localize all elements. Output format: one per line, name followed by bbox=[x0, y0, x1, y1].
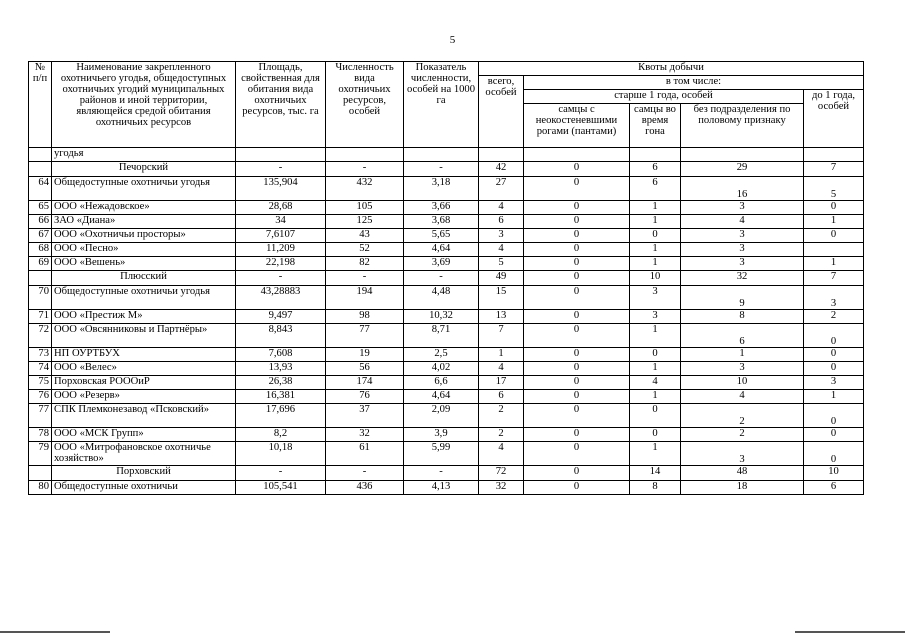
cell-area: 16,381 bbox=[236, 390, 326, 404]
cell-population: 77 bbox=[326, 324, 404, 348]
area-name: ООО «Вешень» bbox=[52, 257, 236, 271]
cell-males-antlers: 0 bbox=[524, 177, 630, 201]
table-row bbox=[29, 324, 864, 348]
cell-total: 4 bbox=[479, 243, 524, 257]
row-number: 65 bbox=[29, 201, 52, 215]
cell-total: 49 bbox=[479, 271, 524, 286]
cell-density: 4,64 bbox=[404, 390, 479, 404]
cell-density: 3,69 bbox=[404, 257, 479, 271]
cell-total: 2 bbox=[479, 428, 524, 442]
cell-males-rut: 1 bbox=[630, 442, 681, 466]
cell-density: - bbox=[404, 162, 479, 177]
cell-population: 432 bbox=[326, 177, 404, 201]
cell-males-antlers: 0 bbox=[524, 286, 630, 310]
cell-males-rut: 1 bbox=[630, 257, 681, 271]
cell-young: 10 bbox=[804, 466, 864, 481]
cell-population: 37 bbox=[326, 404, 404, 428]
hunting-quota-table bbox=[28, 61, 864, 495]
cell-density: 8,71 bbox=[404, 324, 479, 348]
cell-males-rut: 6 bbox=[630, 177, 681, 201]
scan-edge-right bbox=[795, 631, 905, 633]
header-males-rut: самцы во время гона bbox=[630, 104, 681, 148]
cell-no-gender: 3 bbox=[681, 243, 804, 257]
area-name: Общедоступные охотничьи угодья bbox=[52, 286, 236, 310]
cell-males-rut: 1 bbox=[630, 243, 681, 257]
cell-population: 174 bbox=[326, 376, 404, 390]
cell-no-gender: 9 bbox=[681, 286, 804, 310]
cell-young: 2 bbox=[804, 310, 864, 324]
cell-males-rut: 1 bbox=[630, 201, 681, 215]
cell-young: 1 bbox=[804, 257, 864, 271]
table-row bbox=[29, 390, 864, 404]
cell-males-rut: 3 bbox=[630, 310, 681, 324]
cell-males-antlers: 0 bbox=[524, 442, 630, 466]
cell-young: 5 bbox=[804, 177, 864, 201]
table-header bbox=[29, 62, 864, 148]
cell-young bbox=[804, 243, 864, 257]
header-name: Наименование закрепленного охотничьего угодья, общедоступных охотничьих угодий муниципальных районов и иной территории, являющейся средой обитания охотничьих ресурсов bbox=[52, 62, 236, 148]
header-area: Площадь, свойственная для обитания вида охотничьих ресурсов, тыс. га bbox=[236, 62, 326, 148]
cell-young: 7 bbox=[804, 271, 864, 286]
cell-area: 22,198 bbox=[236, 257, 326, 271]
cell-population: 98 bbox=[326, 310, 404, 324]
cell-males-antlers: 0 bbox=[524, 310, 630, 324]
cell-density: 4,48 bbox=[404, 286, 479, 310]
table-row bbox=[29, 376, 864, 390]
cell-males-antlers: 0 bbox=[524, 481, 630, 495]
region-name: Порховский bbox=[52, 466, 236, 481]
header-including: в том числе: bbox=[524, 76, 864, 90]
row-number: 71 bbox=[29, 310, 52, 324]
cell-population: 125 bbox=[326, 215, 404, 229]
header-quotas: Квоты добычи bbox=[479, 62, 864, 76]
cell-no-gender: 3 bbox=[681, 442, 804, 466]
cell-area: 8,2 bbox=[236, 428, 326, 442]
cell-males-antlers: 0 bbox=[524, 348, 630, 362]
row-number: 79 bbox=[29, 442, 52, 466]
area-name: ООО «Овсянниковы и Партнёры» bbox=[52, 324, 236, 348]
table-row bbox=[29, 229, 864, 243]
cell-area: - bbox=[236, 466, 326, 481]
cell-density: 5,99 bbox=[404, 442, 479, 466]
cell-total: 6 bbox=[479, 215, 524, 229]
cell-area: 17,696 bbox=[236, 404, 326, 428]
cell-young: 0 bbox=[804, 229, 864, 243]
cell-area: 13,93 bbox=[236, 362, 326, 376]
cell-males-antlers: 0 bbox=[524, 271, 630, 286]
header-males-antlers: самцы с неокостеневшими рогами (пантами) bbox=[524, 104, 630, 148]
table-body bbox=[29, 148, 864, 495]
row-number: 67 bbox=[29, 229, 52, 243]
row-number: 72 bbox=[29, 324, 52, 348]
cell-young: 1 bbox=[804, 390, 864, 404]
continuation-row bbox=[29, 148, 864, 162]
cell-total: 6 bbox=[479, 390, 524, 404]
cell-total: 17 bbox=[479, 376, 524, 390]
cell-density: 4,02 bbox=[404, 362, 479, 376]
cell-males-rut: 6 bbox=[630, 162, 681, 177]
cell-no-gender: 8 bbox=[681, 310, 804, 324]
cell-population: 19 bbox=[326, 348, 404, 362]
region-name: Плюсский bbox=[52, 271, 236, 286]
cell-population: 194 bbox=[326, 286, 404, 310]
area-name: ООО «Резерв» bbox=[52, 390, 236, 404]
cell-population: 56 bbox=[326, 362, 404, 376]
cell-young: 3 bbox=[804, 376, 864, 390]
cell-no-gender: 4 bbox=[681, 215, 804, 229]
row-number: 74 bbox=[29, 362, 52, 376]
cell-total: 5 bbox=[479, 257, 524, 271]
cell-males-rut: 3 bbox=[630, 286, 681, 310]
cell-area: 135,904 bbox=[236, 177, 326, 201]
region-name: Печорский bbox=[52, 162, 236, 177]
cell-area: 7,6107 bbox=[236, 229, 326, 243]
cell-total: 13 bbox=[479, 310, 524, 324]
cell-males-rut: 1 bbox=[630, 215, 681, 229]
cell-males-rut: 14 bbox=[630, 466, 681, 481]
cell-population: - bbox=[326, 466, 404, 481]
table-row bbox=[29, 310, 864, 324]
cell-density: - bbox=[404, 466, 479, 481]
scan-edge-left bbox=[0, 631, 110, 633]
row-number: 77 bbox=[29, 404, 52, 428]
area-name: Порховская РОООиР bbox=[52, 376, 236, 390]
cell-young: 0 bbox=[804, 348, 864, 362]
table-row bbox=[29, 442, 864, 466]
region-subtotal-row bbox=[29, 466, 864, 481]
cell-total: 3 bbox=[479, 229, 524, 243]
cell-no-gender: 3 bbox=[681, 201, 804, 215]
cell-males-rut: 0 bbox=[630, 348, 681, 362]
cell-no-gender: 29 bbox=[681, 162, 804, 177]
cell-density: 5,65 bbox=[404, 229, 479, 243]
cell-males-antlers: 0 bbox=[524, 243, 630, 257]
cell-area: 28,68 bbox=[236, 201, 326, 215]
table-row bbox=[29, 215, 864, 229]
cell-males-antlers: 0 bbox=[524, 229, 630, 243]
cell-total: 32 bbox=[479, 481, 524, 495]
area-name: ООО «Престиж М» bbox=[52, 310, 236, 324]
cell-males-rut: 8 bbox=[630, 481, 681, 495]
row-number bbox=[29, 271, 52, 286]
header-older: старше 1 года, особей bbox=[524, 90, 804, 104]
area-name: ООО «Велес» bbox=[52, 362, 236, 376]
cell-males-rut: 1 bbox=[630, 390, 681, 404]
table-row bbox=[29, 428, 864, 442]
cell-density: 10,32 bbox=[404, 310, 479, 324]
cell-males-rut: 4 bbox=[630, 376, 681, 390]
cell-total: 1 bbox=[479, 348, 524, 362]
cell-area: 43,28883 bbox=[236, 286, 326, 310]
page-number: 5 bbox=[449, 34, 456, 46]
header-density: Показатель численности, особей на 1000 га bbox=[404, 62, 479, 148]
cell-no-gender: 3 bbox=[681, 362, 804, 376]
header-younger: до 1 года, особей bbox=[804, 90, 864, 148]
cell-area: 34 bbox=[236, 215, 326, 229]
cell-males-antlers: 0 bbox=[524, 466, 630, 481]
cell-area: 26,38 bbox=[236, 376, 326, 390]
cell-population: 61 bbox=[326, 442, 404, 466]
cell-young: 0 bbox=[804, 442, 864, 466]
row-number bbox=[29, 466, 52, 481]
cell-young: 0 bbox=[804, 362, 864, 376]
cell-population: 436 bbox=[326, 481, 404, 495]
cell-area: 105,541 bbox=[236, 481, 326, 495]
region-subtotal-row bbox=[29, 162, 864, 177]
row-number: 69 bbox=[29, 257, 52, 271]
cell-no-gender: 32 bbox=[681, 271, 804, 286]
area-name: ООО «Митрофановское охотничье хозяйство» bbox=[52, 442, 236, 466]
area-name: ООО «МСК Групп» bbox=[52, 428, 236, 442]
cell-males-rut: 0 bbox=[630, 229, 681, 243]
cell-no-gender: 4 bbox=[681, 390, 804, 404]
cell-males-antlers: 0 bbox=[524, 428, 630, 442]
cell-no-gender: 1 bbox=[681, 348, 804, 362]
cell-young: 0 bbox=[804, 404, 864, 428]
table-row bbox=[29, 286, 864, 310]
cell-area: - bbox=[236, 271, 326, 286]
cell-males-antlers: 0 bbox=[524, 324, 630, 348]
cell-no-gender: 18 bbox=[681, 481, 804, 495]
row-number: 75 bbox=[29, 376, 52, 390]
table-row bbox=[29, 481, 864, 495]
header-population: Численность вида охотничьих ресурсов, особей bbox=[326, 62, 404, 148]
table-row bbox=[29, 201, 864, 215]
row-number bbox=[29, 162, 52, 177]
row-number: 73 bbox=[29, 348, 52, 362]
header-no-gender: без подразделения по половому признаку bbox=[681, 104, 804, 148]
cell-population: 105 bbox=[326, 201, 404, 215]
row-number: 70 bbox=[29, 286, 52, 310]
cell-total: 4 bbox=[479, 201, 524, 215]
cell-no-gender: 2 bbox=[681, 404, 804, 428]
row-number: 68 bbox=[29, 243, 52, 257]
cell-total: 4 bbox=[479, 442, 524, 466]
area-name: ЗАО «Диана» bbox=[52, 215, 236, 229]
row-number: 64 bbox=[29, 177, 52, 201]
cell-population: 52 bbox=[326, 243, 404, 257]
cell-no-gender: 3 bbox=[681, 257, 804, 271]
area-name: ООО «Нежадовское» bbox=[52, 201, 236, 215]
cell-no-gender: 3 bbox=[681, 229, 804, 243]
cell-density: 6,6 bbox=[404, 376, 479, 390]
cell-no-gender: 48 bbox=[681, 466, 804, 481]
cell-total: 72 bbox=[479, 466, 524, 481]
cell-density: 4,64 bbox=[404, 243, 479, 257]
cell-population: 82 bbox=[326, 257, 404, 271]
cell-total: 42 bbox=[479, 162, 524, 177]
cell-population: 76 bbox=[326, 390, 404, 404]
row-number: 78 bbox=[29, 428, 52, 442]
cell-area: 10,18 bbox=[236, 442, 326, 466]
table-row bbox=[29, 243, 864, 257]
cell-total: 4 bbox=[479, 362, 524, 376]
cell-males-rut: 0 bbox=[630, 428, 681, 442]
header-total: всего, особей bbox=[479, 76, 524, 148]
table-row bbox=[29, 362, 864, 376]
cell-males-rut: 1 bbox=[630, 362, 681, 376]
row-number: 66 bbox=[29, 215, 52, 229]
cell-males-antlers: 0 bbox=[524, 362, 630, 376]
cell-males-antlers: 0 bbox=[524, 376, 630, 390]
cell-total: 7 bbox=[479, 324, 524, 348]
region-subtotal-row bbox=[29, 271, 864, 286]
table-row bbox=[29, 177, 864, 201]
cell-total: 27 bbox=[479, 177, 524, 201]
table-row bbox=[29, 404, 864, 428]
area-name: ООО «Охотничьи просторы» bbox=[52, 229, 236, 243]
cell-density: 3,18 bbox=[404, 177, 479, 201]
cell-density: 3,68 bbox=[404, 215, 479, 229]
area-name: СПК Племконезавод «Псковский» bbox=[52, 404, 236, 428]
cell-population: - bbox=[326, 271, 404, 286]
cell-no-gender: 2 bbox=[681, 428, 804, 442]
cell-density: 3,9 bbox=[404, 428, 479, 442]
cell-young: 0 bbox=[804, 324, 864, 348]
cell-density: 3,66 bbox=[404, 201, 479, 215]
header-num: № п/п bbox=[29, 62, 52, 148]
cell-males-antlers: 0 bbox=[524, 404, 630, 428]
cell-density: 2,5 bbox=[404, 348, 479, 362]
cell-area: 11,209 bbox=[236, 243, 326, 257]
cell-total: 15 bbox=[479, 286, 524, 310]
row-number: 76 bbox=[29, 390, 52, 404]
cell-males-antlers: 0 bbox=[524, 215, 630, 229]
cell-population: 43 bbox=[326, 229, 404, 243]
area-name: ООО «Песно» bbox=[52, 243, 236, 257]
area-name: Общедоступные охотничьи bbox=[52, 481, 236, 495]
cell-density: 4,13 bbox=[404, 481, 479, 495]
cell-population: 32 bbox=[326, 428, 404, 442]
cell-population: - bbox=[326, 162, 404, 177]
row-number: 80 bbox=[29, 481, 52, 495]
area-name: НП ОУРТБУХ bbox=[52, 348, 236, 362]
cell-young: 1 bbox=[804, 215, 864, 229]
cell-males-antlers: 0 bbox=[524, 257, 630, 271]
table-row bbox=[29, 257, 864, 271]
cell-density: - bbox=[404, 271, 479, 286]
cell-males-antlers: 0 bbox=[524, 390, 630, 404]
cell-young: 7 bbox=[804, 162, 864, 177]
cell-area: 7,608 bbox=[236, 348, 326, 362]
cell-density: 2,09 bbox=[404, 404, 479, 428]
cell-males-rut: 0 bbox=[630, 404, 681, 428]
cell-males-antlers: 0 bbox=[524, 201, 630, 215]
cell-no-gender: 16 bbox=[681, 177, 804, 201]
area-name: Общедоступные охотничьи угодья bbox=[52, 177, 236, 201]
cell-males-rut: 1 bbox=[630, 324, 681, 348]
cell-males-rut: 10 bbox=[630, 271, 681, 286]
cell-no-gender: 6 bbox=[681, 324, 804, 348]
cell-area: 8,843 bbox=[236, 324, 326, 348]
cell-young: 6 bbox=[804, 481, 864, 495]
cell-area: - bbox=[236, 162, 326, 177]
cell-total: 2 bbox=[479, 404, 524, 428]
continuation-text: угодья bbox=[52, 148, 236, 162]
cell-males-antlers: 0 bbox=[524, 162, 630, 177]
cell-area: 9,497 bbox=[236, 310, 326, 324]
cell-young: 0 bbox=[804, 201, 864, 215]
cell-no-gender: 10 bbox=[681, 376, 804, 390]
table-row bbox=[29, 348, 864, 362]
cell-young: 0 bbox=[804, 428, 864, 442]
cell-young: 3 bbox=[804, 286, 864, 310]
